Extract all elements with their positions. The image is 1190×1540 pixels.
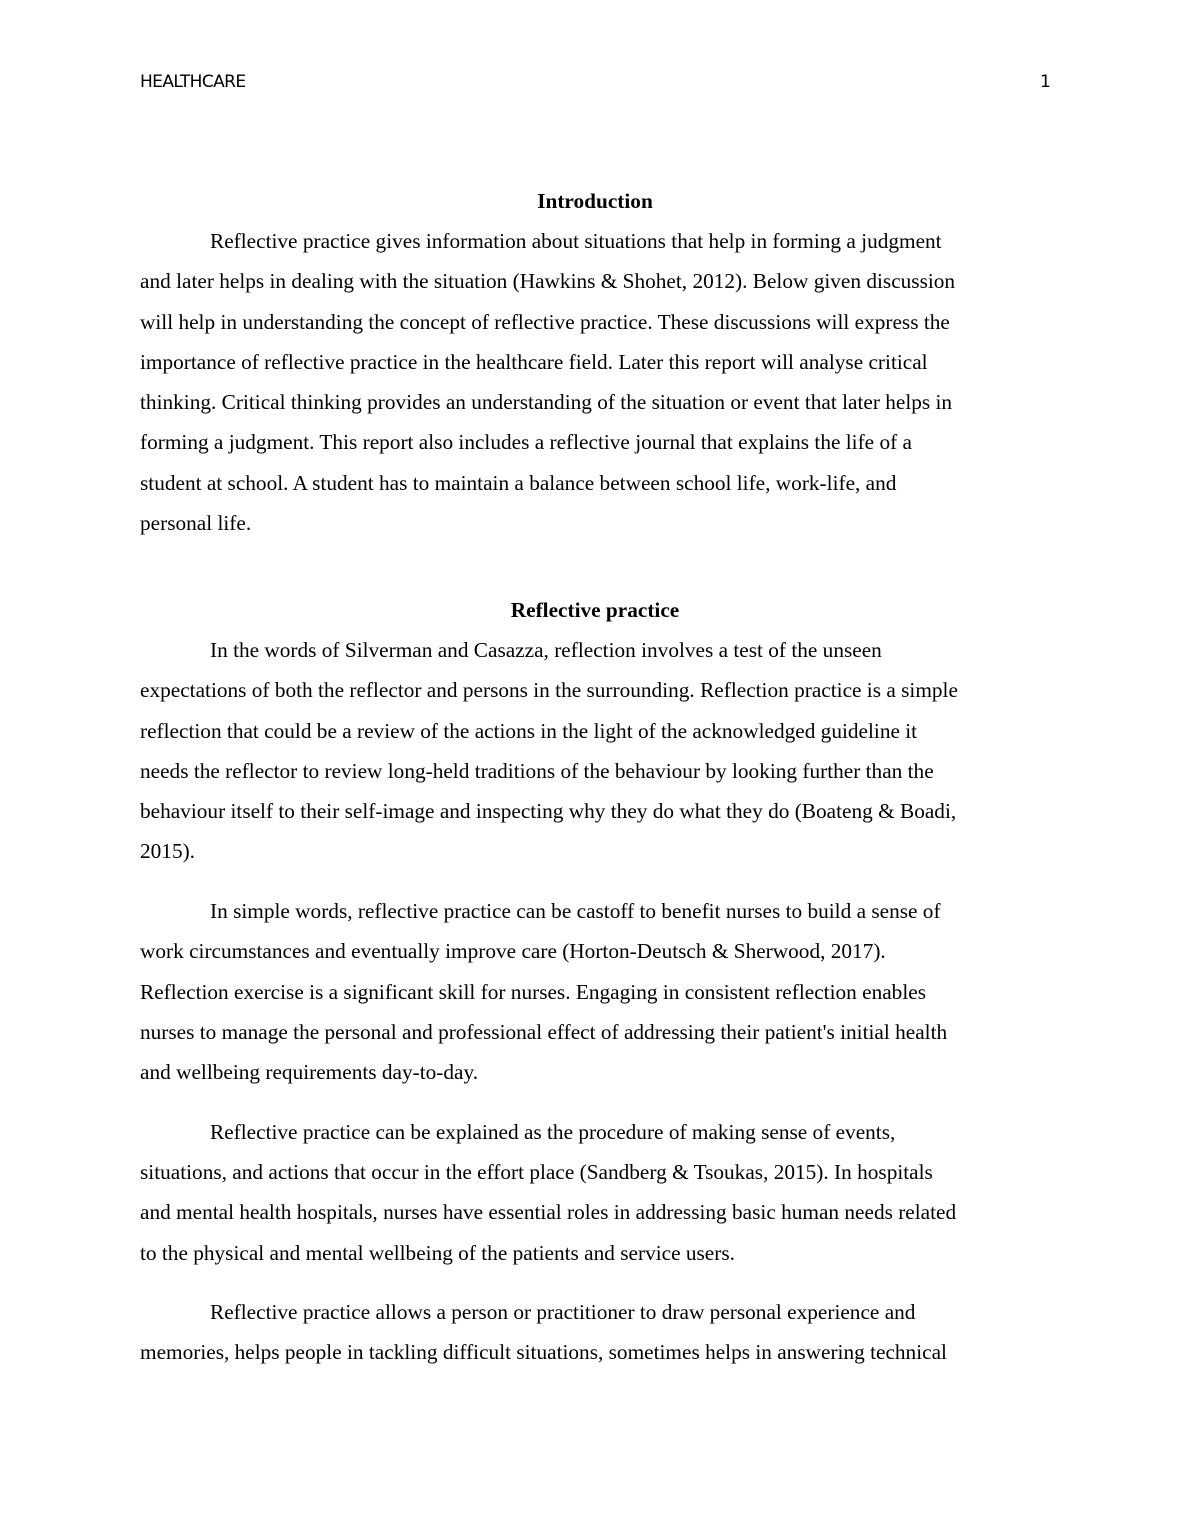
- text-line: needs the reflector to review long-held traditions of the behaviour by looking further than the: [140, 759, 934, 783]
- text-line: student at school. A student has to maintain a balance between school life, work-life, and: [140, 471, 897, 495]
- text-line: memories, helps people in tackling difficult situations, sometimes helps in answering technical: [140, 1340, 947, 1364]
- text-line: and wellbeing requirements day-to-day.: [140, 1060, 479, 1084]
- text-line: In the words of Silverman and Casazza, reflection involves a test of the unseen: [210, 638, 882, 662]
- text-line: to the physical and mental wellbeing of the patients and service users.: [140, 1241, 735, 1265]
- text-line: In simple words, reflective practice can be castoff to benefit nurses to build a sense of: [210, 899, 941, 923]
- running-head: HEALTHCARE: [140, 72, 246, 92]
- section-heading-introduction: Introduction: [537, 189, 653, 213]
- text-line: Reflective practice can be explained as the procedure of making sense of events,: [210, 1120, 896, 1144]
- text-line: thinking. Critical thinking provides an understanding of the situation or event that later helps in: [140, 390, 953, 414]
- text-line: reflection that could be a review of the actions in the light of the acknowledged guideline it: [140, 719, 918, 743]
- text-line: Reflective practice gives information about situations that help in forming a judgment: [210, 229, 942, 253]
- text-line: work circumstances and eventually improve care (Horton-Deutsch & Sherwood, 2017).: [140, 939, 886, 963]
- text-line: Reflection exercise is a significant skill for nurses. Engaging in consistent reflection enables: [140, 980, 926, 1004]
- text-line: expectations of both the reflector and persons in the surrounding. Reflection practice is a simple: [140, 678, 958, 702]
- text-line: forming a judgment. This report also includes a reflective journal that explains the life of a: [140, 430, 912, 454]
- text-line: and later helps in dealing with the situation (Hawkins & Shohet, 2012). Below given discussion: [140, 269, 956, 293]
- section-heading-reflective-practice: Reflective practice: [510, 598, 680, 622]
- text-line: nurses to manage the personal and professional effect of addressing their patient's initial health: [140, 1020, 948, 1044]
- text-line: 2015).: [140, 839, 196, 863]
- text-line: importance of reflective practice in the healthcare field. Later this report will analyse critical: [140, 350, 928, 374]
- text-line: and mental health hospitals, nurses have essential roles in addressing basic human needs related: [140, 1200, 957, 1224]
- text-line: situations, and actions that occur in the effort place (Sandberg & Tsoukas, 2015). In hospitals: [140, 1160, 933, 1184]
- page-number: 1: [1040, 72, 1051, 92]
- text-line: personal life.: [140, 511, 252, 535]
- text-line: behaviour itself to their self-image and inspecting why they do what they do (Boateng & Boadi,: [140, 799, 957, 823]
- text-line: Reflective practice allows a person or practitioner to draw personal experience and: [210, 1300, 916, 1324]
- text-line: will help in understanding the concept of reflective practice. These discussions will express the: [140, 310, 950, 334]
